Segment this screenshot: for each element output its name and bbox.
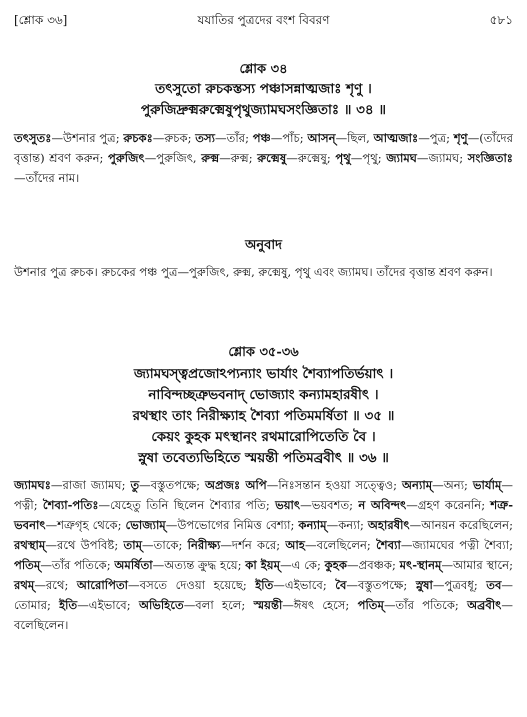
synonym-meaning: —রাজা জ্যামঘ;: [50, 478, 131, 492]
synonym-meaning: —পাঁচ;: [270, 131, 308, 145]
synonym-term: অমর্ষিতা: [114, 558, 153, 572]
synonym-term: অহারষীৎ: [367, 518, 410, 532]
verse-line: পুরুজিদ্রুক্মরুক্মেষুপৃথুজ্যামঘসংজ্ঞিতাঃ ॥ ৩৪ ॥: [140, 102, 387, 118]
synonym-meaning: —উশনার পুত্র;: [51, 131, 124, 145]
synonym-term: অন্যাম্: [402, 478, 433, 492]
verse-line: রথস্থাং তাং নিরীক্ষ্যাহ শৈব্যা পতিমমর্ষিতা ॥ ৩৫ ॥: [132, 408, 395, 424]
verse-line: তৎসুতো রুচকস্তস্য পঞ্চাসন্নাত্মজাঃ শৃণু ।: [155, 81, 372, 97]
synonym-term: রথম্: [14, 578, 35, 592]
synonym-meaning: —এ কে;: [280, 558, 325, 572]
synonym-term: অপ্রজঃ অপি: [204, 478, 267, 492]
synonym-term: রুচকঃ: [123, 131, 153, 145]
synonym-term: শৈব্যা: [376, 538, 401, 552]
verse-text-34: [14, 79, 513, 121]
synonym-term: ইতি: [255, 578, 274, 592]
synonym-meaning: —উপভোগের নিমিত্ত বেশ্যা;: [165, 518, 299, 532]
synonym-term: আহ: [285, 538, 305, 552]
synonym-meaning: —বলা হলে;: [183, 598, 254, 612]
synonym-term: শত্রু-ভবনাৎ: [14, 498, 514, 532]
synonym-meaning: —আনয়ন করেছিলেন;: [409, 518, 513, 532]
synonym-meaning: —বলেছিলেন।: [14, 598, 513, 632]
synonym-meaning: —পৃথু;: [350, 151, 387, 165]
verse-line: জ্যামঘস্ত্বপ্রজোঽপ্যন্যাং ভার্যাং শৈব্যাপতির্ভয়াৎ ।: [133, 366, 394, 382]
synonym-meaning: —ভয়বশত;: [300, 498, 359, 512]
verse-reference: [শ্লোক ৩৬]: [14, 13, 68, 27]
synonym-meaning: —কন্যা;: [326, 518, 368, 532]
synonym-meaning: —তাঁর পতিকে;: [40, 558, 115, 572]
synonym-term: রুক্ম: [201, 151, 220, 165]
synonym-meaning: —অন্য;: [432, 478, 473, 492]
verse-text-35-36: [14, 364, 513, 469]
synonym-term: পতিম্: [14, 558, 41, 572]
synonym-term: আরোপিতা: [76, 578, 129, 592]
synonym-meaning: —অত্যন্ত ক্রুদ্ধ হয়ে;: [152, 558, 246, 572]
synonym-term: কুহক: [324, 558, 347, 572]
synonym-meaning: —তোমার;: [14, 578, 513, 612]
verse-line: কেয়ং কুহক মৎস্থানং রথমারোপিতেতি বৈ ।: [151, 429, 376, 445]
translation-text: উশনার পুত্র রুচক। রুচকের পঞ্চ পুত্র—পুরুজিৎ, রুক্ম, রুক্মেষু, পৃথু এবং জ্যামঘ। তাঁদের বৃত্তান্ত শ্রবণ করুন।: [14, 265, 493, 279]
synonym-meaning: —বসতে দেওয়া হয়েছে;: [128, 578, 256, 592]
synonym-term: মৎ-স্থানম্: [399, 558, 442, 572]
synonym-term: অভিহিতে: [138, 598, 184, 612]
synonym-meaning: —পত্নী;: [14, 478, 513, 512]
synonym-meaning: —এইভাবে;: [77, 598, 139, 612]
synonym-meaning: —ঈষৎ হেসে;: [282, 598, 358, 612]
synonym-meaning: —পুরুজিৎ,: [144, 151, 202, 165]
synonym-term: রুক্মেষু: [257, 151, 287, 165]
synonym-term: রথস্থাম্: [14, 538, 46, 552]
page-header: [14, 12, 513, 32]
verse-line: নাবিন্দচ্ছত্রুভবনাদ্ ভোজ্যাং কন্যামহারষীৎ ।: [148, 387, 379, 403]
synonym-term: নিরীক্ষ্য: [187, 538, 221, 552]
synonym-meaning: —তাঁর;: [215, 131, 253, 145]
synonym-meaning: —আমার স্থানে;: [441, 558, 513, 572]
synonym-term: বৈ: [335, 578, 347, 592]
synonym-term: অব্রবীৎ: [467, 598, 502, 612]
synonym-term: ন অবিন্দৎ: [358, 498, 407, 512]
synonym-term: স্ময়ন্তী: [253, 598, 283, 612]
synonym-meaning: —জ্যামঘের পত্নী শৈব্যা;: [400, 538, 513, 552]
synonym-meaning: —বলেছিলেন;: [305, 538, 377, 552]
synonym-meaning: —প্রবঞ্চক;: [347, 558, 400, 572]
synonym-meaning: —বস্তুতপক্ষে;: [346, 578, 416, 592]
synonym-term: জ্যামঘঃ: [14, 478, 51, 492]
synonym-meaning: —(তাঁদের বৃত্তান্ত) শ্রবণ করুন;: [14, 131, 513, 165]
chapter-title: যযাতির পুত্রদের বংশ বিবরণ: [197, 13, 330, 27]
synonym-term: তু: [130, 478, 140, 492]
synonym-meaning: —যেহেতু তিনি ছিলেন শৈব্যার পতি;: [98, 498, 276, 512]
synonym-term: জ্যামঘ: [386, 151, 417, 165]
synonym-term: ইতি: [59, 598, 78, 612]
synonym-meaning: —এইভাবে;: [273, 578, 336, 592]
synonym-meaning: —তাঁদের নাম।: [14, 171, 80, 185]
synonym-meaning: —নিঃসন্তান হওয়া সত্ত্বেও;: [266, 478, 403, 492]
page-number: ৫৮১: [489, 13, 513, 27]
synonym-term: তব: [486, 578, 502, 592]
synonym-meaning: —বস্তুতপক্ষে;: [139, 478, 205, 492]
synonym-term: শৈব্যা-পতিঃ: [42, 498, 99, 512]
synonym-meaning: —পুত্র;: [418, 131, 454, 145]
synonym-meaning: —রুক্মেষু;: [286, 151, 336, 165]
synonym-meaning: —রথে উপবিষ্ট;: [45, 538, 124, 552]
synonym-term: আসন্: [307, 131, 336, 145]
synonym-meaning: —ছিল,: [335, 131, 374, 145]
synonym-term: আত্মজাঃ: [373, 131, 419, 145]
synonyms-34: [14, 128, 513, 188]
synonyms-35-36: [14, 475, 513, 635]
synonym-meaning: —পুত্রবধূ;: [432, 578, 487, 592]
synonym-term: ভোজ্যাম্: [125, 518, 166, 532]
synonym-meaning: —রথে;: [34, 578, 77, 592]
synonym-term: শৃণু: [453, 131, 468, 145]
synonym-term: তস্য: [195, 131, 216, 145]
synonym-term: সংজ্ঞিতাঃ: [467, 151, 513, 165]
synonym-term: স্নুষা: [415, 578, 433, 592]
synonym-meaning: —রুচক;: [152, 131, 196, 145]
verse-heading-34: শ্লোক ৩৪: [239, 62, 288, 77]
synonym-meaning: —জ্যামঘ;: [416, 151, 468, 165]
synonym-meaning: —রুক্ম;: [219, 151, 258, 165]
synonym-term: ভার্যাম্: [472, 478, 502, 492]
synonym-term: কা ইয়ম্: [245, 558, 281, 572]
synonym-meaning: —গ্রহণ করেননি;: [406, 498, 491, 512]
synonym-term: পৃথু: [335, 151, 351, 165]
synonym-meaning: —শত্রুগৃহ থেকে;: [45, 518, 126, 532]
synonym-term: পঞ্চ: [252, 131, 271, 145]
synonym-term: তৎসুতঃ: [14, 131, 52, 145]
verse-line: স্নুষা তবেত্যভিহিতে স্ময়ন্তী পতিমব্রবীৎ ॥ ৩৬ ॥: [138, 450, 389, 466]
synonym-meaning: —তাকে;: [142, 538, 188, 552]
verse-heading-35-36: শ্লোক ৩৫-৩৬: [228, 345, 299, 360]
synonym-meaning: —দর্শন করে;: [220, 538, 286, 552]
translation-heading: অনুবাদ: [245, 238, 282, 253]
synonym-term: ভয়াৎ: [275, 498, 301, 512]
synonym-term: পতিম্: [357, 598, 384, 612]
synonym-meaning: —তাঁর পতিকে;: [383, 598, 468, 612]
synonym-term: কন্যাম্: [298, 518, 327, 532]
synonym-term: তাম্: [123, 538, 143, 552]
synonym-term: পুরুজিৎ: [108, 151, 145, 165]
